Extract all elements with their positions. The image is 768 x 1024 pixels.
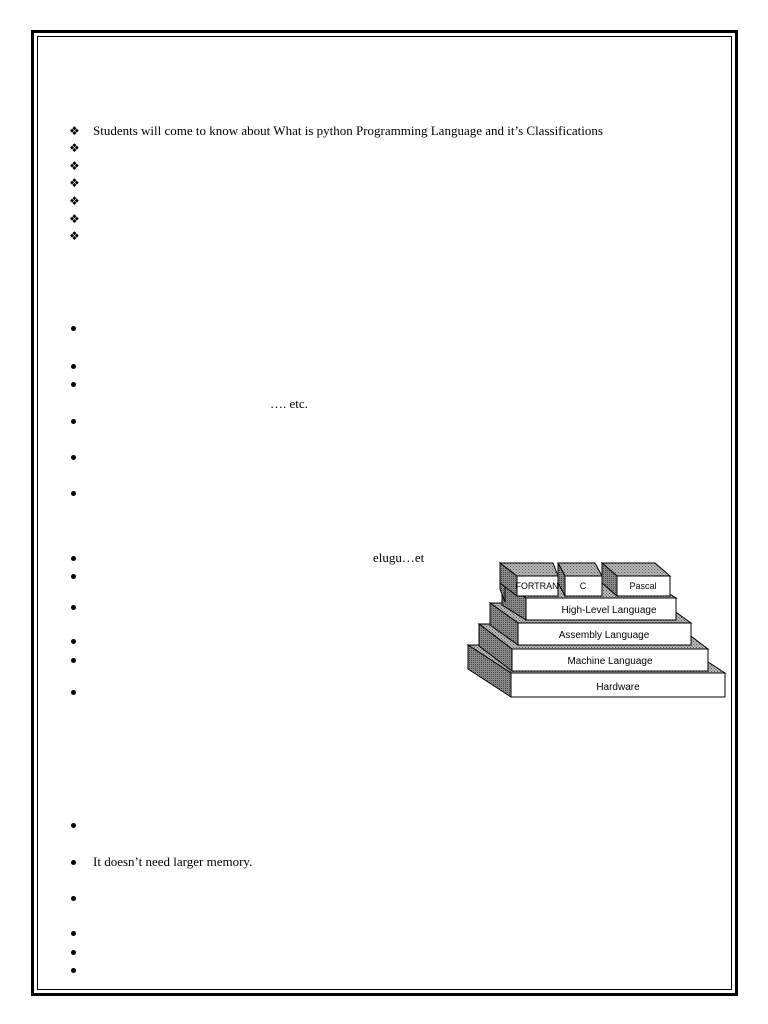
diamond-bullet-icon: ❖ xyxy=(69,194,80,208)
bullet-dot-icon xyxy=(71,326,76,331)
diamond-bullet-icon: ❖ xyxy=(69,176,80,190)
bullet-dot-icon xyxy=(71,382,76,387)
high-level-language-label: High-Level Language xyxy=(561,605,657,616)
c-box xyxy=(558,563,602,596)
elugu-fragment: elugu…et xyxy=(373,550,425,565)
memory-note: It doesn’t need larger memory. xyxy=(93,854,253,869)
etc-fragment: …. etc. xyxy=(270,396,308,411)
bullet-dot-icon xyxy=(71,574,76,579)
bullet-dot-icon xyxy=(71,491,76,496)
bullet-dot-icon xyxy=(71,896,76,901)
page-border-inner xyxy=(37,36,732,990)
bullet-dot-icon xyxy=(71,823,76,828)
assembly-language-label: Assembly Language xyxy=(558,630,650,641)
bullet-dot-icon xyxy=(71,860,76,865)
bullet-dot-icon xyxy=(71,639,76,644)
hardware-label: Hardware xyxy=(596,682,640,693)
bullet-dot-icon xyxy=(71,455,76,460)
pascal-box xyxy=(602,563,670,596)
bullet-dot-icon xyxy=(71,605,76,610)
diamond-bullet-icon: ❖ xyxy=(69,159,80,173)
c-label: C xyxy=(579,581,587,591)
diamond-bullet-icon: ❖ xyxy=(69,141,80,155)
bullet-dot-icon xyxy=(71,556,76,561)
bullet-dot-icon xyxy=(71,968,76,973)
objective-item-1: Students will come to know about What is python Programming Language and it’s Classifications xyxy=(93,123,603,138)
pascal-label: Pascal xyxy=(629,581,657,591)
bullet-dot-icon xyxy=(71,931,76,936)
bullet-dot-icon xyxy=(71,658,76,663)
language-levels-diagram xyxy=(465,560,730,700)
machine-language-label: Machine Language xyxy=(567,656,653,667)
diamond-bullet-icon: ❖ xyxy=(69,229,80,243)
bullet-dot-icon xyxy=(71,419,76,424)
bullet-dot-icon xyxy=(71,950,76,955)
bullet-dot-icon xyxy=(71,690,76,695)
diamond-bullet-icon: ❖ xyxy=(69,212,80,226)
bullet-dot-icon xyxy=(71,364,76,369)
fortran-label: FORTRAN xyxy=(515,581,559,591)
diamond-bullet-icon: ❖ xyxy=(69,124,80,138)
